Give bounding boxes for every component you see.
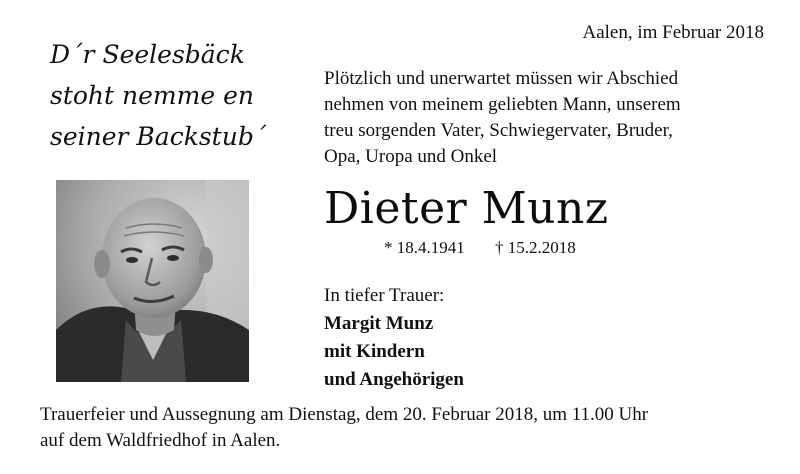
birth-date: * 18.4.1941 <box>384 238 465 257</box>
mourner-line: mit Kindern <box>324 341 425 362</box>
motto-line: seiner Backstub´ <box>50 122 267 151</box>
mourner-line: Margit Munz <box>324 313 434 334</box>
service-info <box>40 402 780 454</box>
place-date: Aalen, im Februar 2018 <box>582 22 764 43</box>
intro-line: Plötzlich und unerwartet müssen wir Abschied <box>324 68 679 89</box>
motto-line: stoht nemme en <box>50 81 254 110</box>
service-line: auf dem Waldfriedhof in Aalen. <box>40 430 281 451</box>
mourners <box>324 282 464 394</box>
motto <box>50 34 290 157</box>
service-line: Trauerfeier und Aussegnung am Dienstag, dem 20. Februar 2018, um 11.00 Uhr <box>40 404 649 425</box>
death-date: † 15.2.2018 <box>495 238 576 257</box>
deceased-name: Dieter Munz <box>324 183 609 234</box>
portrait-photo <box>56 180 249 382</box>
mourners-intro: In tiefer Trauer: <box>324 285 445 306</box>
intro-line: treu sorgenden Vater, Schwiegervater, Bruder, <box>324 120 673 141</box>
portrait-image <box>56 180 249 382</box>
intro-text <box>324 66 784 170</box>
intro-line: nehmen von meinem geliebten Mann, unserem <box>324 94 681 115</box>
life-dates <box>384 238 576 258</box>
motto-line: D´r Seelesbäck <box>50 40 245 69</box>
intro-line: Opa, Uropa und Onkel <box>324 146 498 167</box>
mourner-line: und Angehörigen <box>324 369 464 390</box>
